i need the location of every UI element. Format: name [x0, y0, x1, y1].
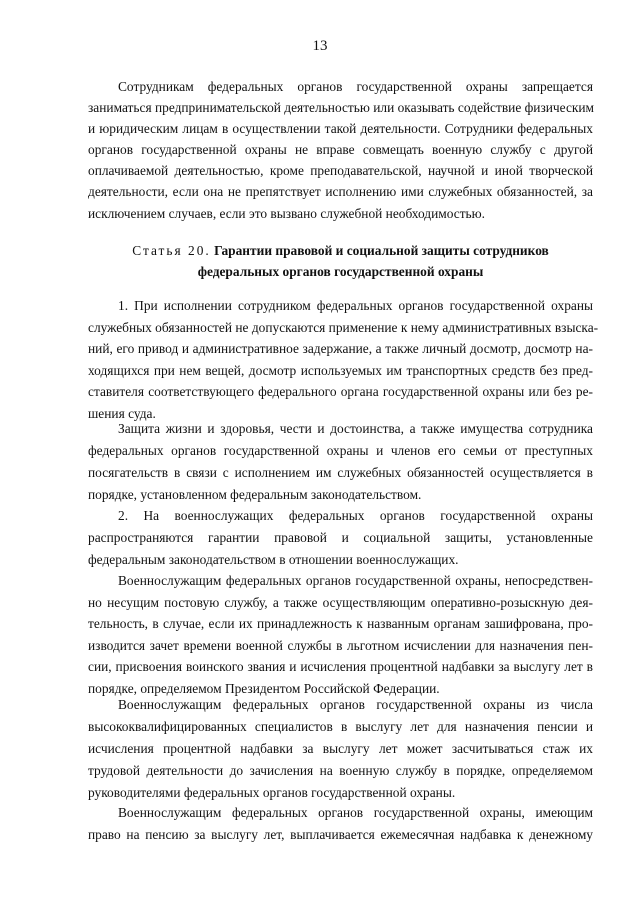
paragraph-line: федеральным законодательством в отношении военнослужащих. [88, 552, 459, 567]
paragraph-3 [88, 505, 593, 571]
article-title-line-2: федеральных органов государственной охраны [197, 264, 484, 279]
paragraph-line: ставителя соответствующего федерального органа государственной охраны или без ре- [88, 384, 593, 400]
paragraph-line: Военнослужащим федеральных органов государственной охраны, непосредствен- [118, 573, 593, 588]
paragraph-line: право на пенсию за выслугу лет, выплачивается ежемесячная надбавка к денежному [88, 827, 593, 842]
paragraph-line: распространяются гарантии правовой и социальной защиты, установленные [88, 530, 593, 545]
paragraph-line: порядке, установленном федеральным законодательством. [88, 487, 422, 502]
paragraph-line: исключением случаев, если это вызвано служебной необходимостью. [88, 205, 486, 221]
article-title-line-1: Гарантии правовой и социальной защиты сотрудников [214, 243, 549, 258]
paragraph-line: ний, его привод и административное задержание, а также личный досмотр, досмотр на- [88, 341, 593, 357]
paragraph-1 [88, 295, 599, 425]
paragraph-line: исчисления процентной надбавки за выслугу лет может засчитываться стаж их [88, 741, 593, 756]
paragraph-line: федеральных органов государственной охраны и членов его семьи от преступных [88, 443, 593, 458]
page-number: 13 [312, 38, 328, 54]
paragraph-line: но несущим постовую службу, а также осуществляющим оперативно-розыскную дея- [88, 594, 593, 610]
paragraph-intro [88, 76, 593, 224]
paragraph-line: оплачиваемой деятельностью, кроме преподавательской, научной и иной творческой [88, 163, 593, 179]
paragraph-4 [88, 570, 593, 700]
paragraph-line: и юридическим лицам в осуществлении такой деятельности. Сотрудники федеральных [88, 121, 593, 137]
paragraph-line: трудовой деятельности до зачисления на военную службу в порядке, определяемом [88, 763, 593, 778]
paragraph-line: заниматься предпринимательской деятельностью или оказывать содействие физическим [88, 100, 595, 116]
paragraph-line: порядке, определяемом Президентом Российской Федерации. [88, 680, 440, 696]
paragraph-line: служебных обязанностей не допускаются применение к нему административных взыска- [88, 319, 599, 335]
paragraph-line: тельность, в случае, если их принадлежность к названным органам зашифрована, про- [88, 616, 593, 632]
paragraph-2 [88, 418, 593, 506]
paragraph-line: высококвалифицированных специалистов в выслугу лет для назначения пенсии и [88, 719, 593, 734]
paragraph-line: Военнослужащим федеральных органов государственной охраны из числа [118, 697, 593, 712]
paragraph-line: ходящихся при нем вещей, досмотр используемых им транспортных средств без пред- [88, 362, 593, 378]
paragraph-line: органов государственной охраны не вправе совмещать военную службу с другой [88, 142, 593, 158]
paragraph-line: 1. При исполнении сотрудником федеральных органов государственной охраны [118, 298, 593, 313]
article-heading [88, 240, 593, 282]
paragraph-line: руководителями федеральных органов государственной охраны. [88, 785, 456, 800]
paragraph-line: шения суда. [88, 405, 156, 421]
paragraph-5 [88, 694, 593, 804]
paragraph-line: Военнослужащим федеральных органов государственной охраны, имеющим [118, 805, 593, 820]
article-number: Статья 20. [132, 243, 211, 258]
paragraph-line: сии, присвоения воинского звания и исчисления процентной надбавки за выслугу лет в [88, 659, 593, 675]
paragraph-line: посягательств в связи с исполнением им служебных обязанностей осуществляется в [88, 465, 593, 480]
paragraph-line: деятельности, если она не препятствует исполнению ими служебных обязанностей, за [88, 184, 593, 200]
paragraph-6 [88, 802, 593, 846]
paragraph-line: изводится зачет времени военной службы в льготном исчислении для назначения пен- [88, 637, 593, 653]
paragraph-line: Защита жизни и здоровья, чести и достоинства, а также имущества сотрудника [118, 421, 593, 436]
paragraph-line: 2. На военнослужащих федеральных органов государственной охраны [118, 508, 593, 523]
paragraph-line: Сотрудникам федеральных органов государственной охраны запрещается [118, 79, 593, 94]
